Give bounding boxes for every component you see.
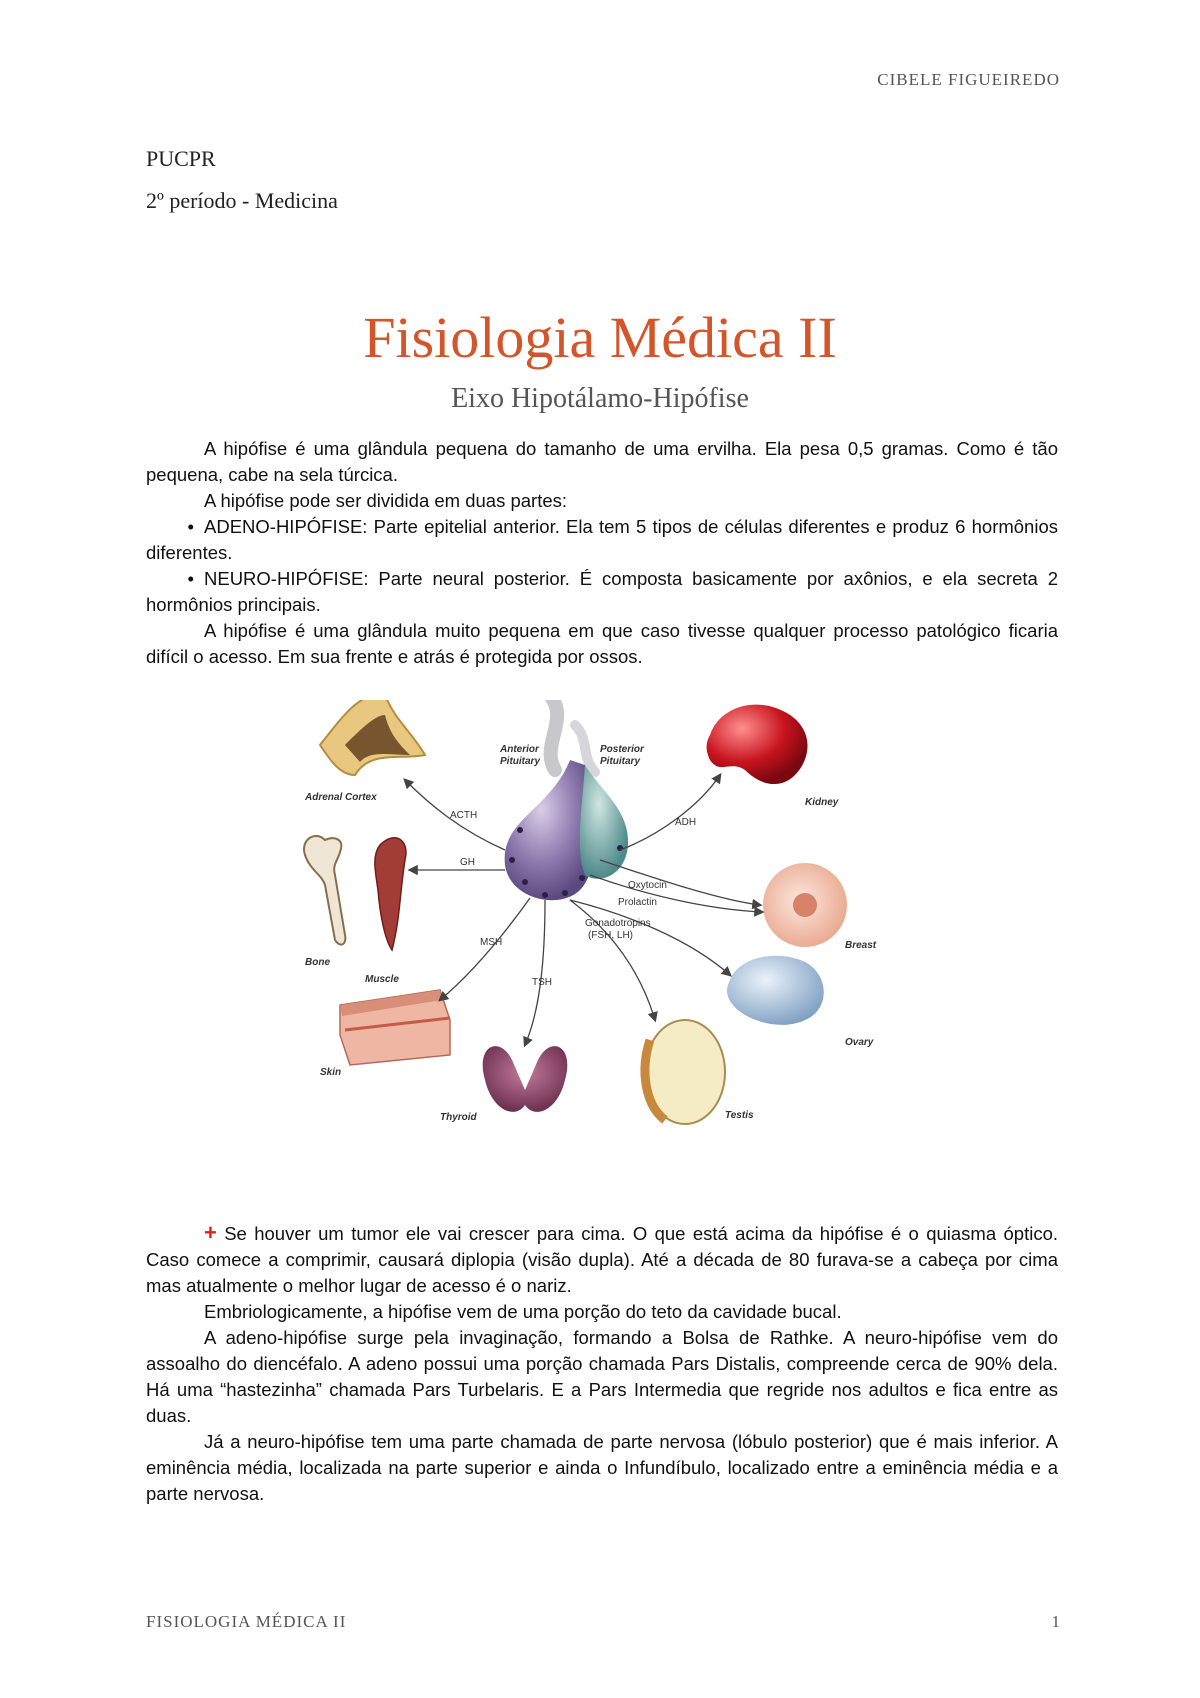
page-number: 1: [1051, 1612, 1060, 1631]
intro-paragraph-3: A hipófise é uma glândula muito pequena em que caso tivesse qualquer processo patológico ficaria difícil o acesso. Em sua frente e atrás é protegida por ossos.: [146, 620, 1058, 667]
label-msh: MSH: [480, 937, 503, 948]
page-subtitle: Eixo Hipotálamo-Hipófise: [451, 383, 749, 414]
label-ovary: Ovary: [845, 1037, 874, 1048]
kidney-shape: [707, 705, 808, 784]
thyroid-shape: [483, 1046, 568, 1112]
ovary-shape: [727, 956, 824, 1025]
muscle-shape: [375, 838, 406, 950]
label-anterior-pituitary: Anterior Pituitary: [500, 744, 541, 767]
stalk-shape: [550, 700, 557, 770]
bullet-icon: •: [187, 516, 194, 537]
pituitary-hormones-figure: [300, 700, 900, 1170]
label-prolactin: Prolactin: [618, 897, 657, 908]
label-muscle: Muscle: [365, 974, 399, 985]
intro-section: [146, 436, 1058, 670]
label-testis: Testis: [725, 1110, 754, 1121]
header-author: CIBELE FIGUEIREDO: [877, 70, 1060, 89]
institution: PUCPR: [146, 146, 216, 171]
label-kidney: Kidney: [805, 797, 839, 808]
label-acth: ACTH: [450, 810, 478, 821]
bullet-adeno: [146, 514, 1058, 566]
plus-icon: +: [204, 1220, 217, 1245]
footer-title: FISIOLOGIA MÉDICA II: [146, 1612, 347, 1631]
notes-paragraph-2: Embriologicamente, a hipófise vem de uma porção do teto da cavidade bucal.: [204, 1301, 842, 1322]
label-gh: GH: [460, 857, 475, 868]
label-oxytocin: Oxytocin: [628, 880, 667, 891]
label-skin: Skin: [320, 1067, 342, 1078]
intro-paragraph-2: A hipófise pode ser dividida em duas partes:: [204, 490, 568, 511]
label-posterior-pituitary: Posterior Pituitary: [600, 744, 644, 767]
bullet-neuro: [146, 566, 1058, 618]
label-breast: Breast: [845, 940, 877, 951]
label-gonadotropins: Gonadotropins: [585, 918, 651, 929]
label-adrenal: Adrenal Cortex: [305, 792, 377, 803]
notes-paragraph-3: A adeno-hipófise surge pela invaginação, formando a Bolsa de Rathke. A neuro-hipófise vem do assoalho do diencéfalo. A adeno possui uma porção chamada Pars Distalis, compreende cerca de 90% dela. Há uma “hastezinha” chamada Pars Turbelaris. E a Pars Intermedia que regride nos adultos e fica entre as duas.: [146, 1327, 1058, 1426]
label-bone: Bone: [305, 957, 330, 968]
bullet-icon: •: [187, 568, 194, 589]
bone-shape: [304, 836, 345, 945]
label-gonadotropins-sub: (FSH, LH): [588, 930, 633, 941]
notes-paragraph-1: [146, 1220, 1058, 1299]
notes-paragraph-4: Já a neuro-hipófise tem uma parte chamada de parte nervosa (lóbulo posterior) que é mais inferior. A eminência média, localizada na parte superior e ainda o Infundíbulo, localizado entre a eminência média e a parte nervosa.: [146, 1431, 1058, 1504]
label-thyroid: Thyroid: [440, 1112, 477, 1123]
intro-paragraph-1: A hipófise é uma glândula pequena do tamanho de uma ervilha. Ela pesa 0,5 gramas. Como é tão pequena, cabe na sela túrcica.: [146, 438, 1058, 485]
label-tsh: TSH: [532, 977, 552, 988]
bullet-neuro-text: NEURO-HIPÓFISE: Parte neural posterior. É composta basicamente por axônios, e ela secreta 2 hormônios principais.: [146, 568, 1058, 615]
notes-section: [146, 1220, 1058, 1507]
notes-paragraph-1-text: Se houver um tumor ele vai crescer para cima. O que está acima da hipófise é o quiasma óptico. Caso comece a comprimir, causará diplopia (visão dupla). Até a década de 80 furava-se a cabeça por cima mas atualmente o melhor lugar de acesso é o nariz.: [146, 1223, 1058, 1296]
bullet-adeno-text: ADENO-HIPÓFISE: Parte epitelial anterior. Ela tem 5 tipos de células diferentes e produz 6 hormônios diferentes.: [146, 516, 1058, 563]
course-period: 2º período - Medicina: [146, 188, 338, 213]
label-adh: ADH: [675, 817, 697, 828]
page-title: Fisiologia Médica II: [363, 305, 837, 370]
